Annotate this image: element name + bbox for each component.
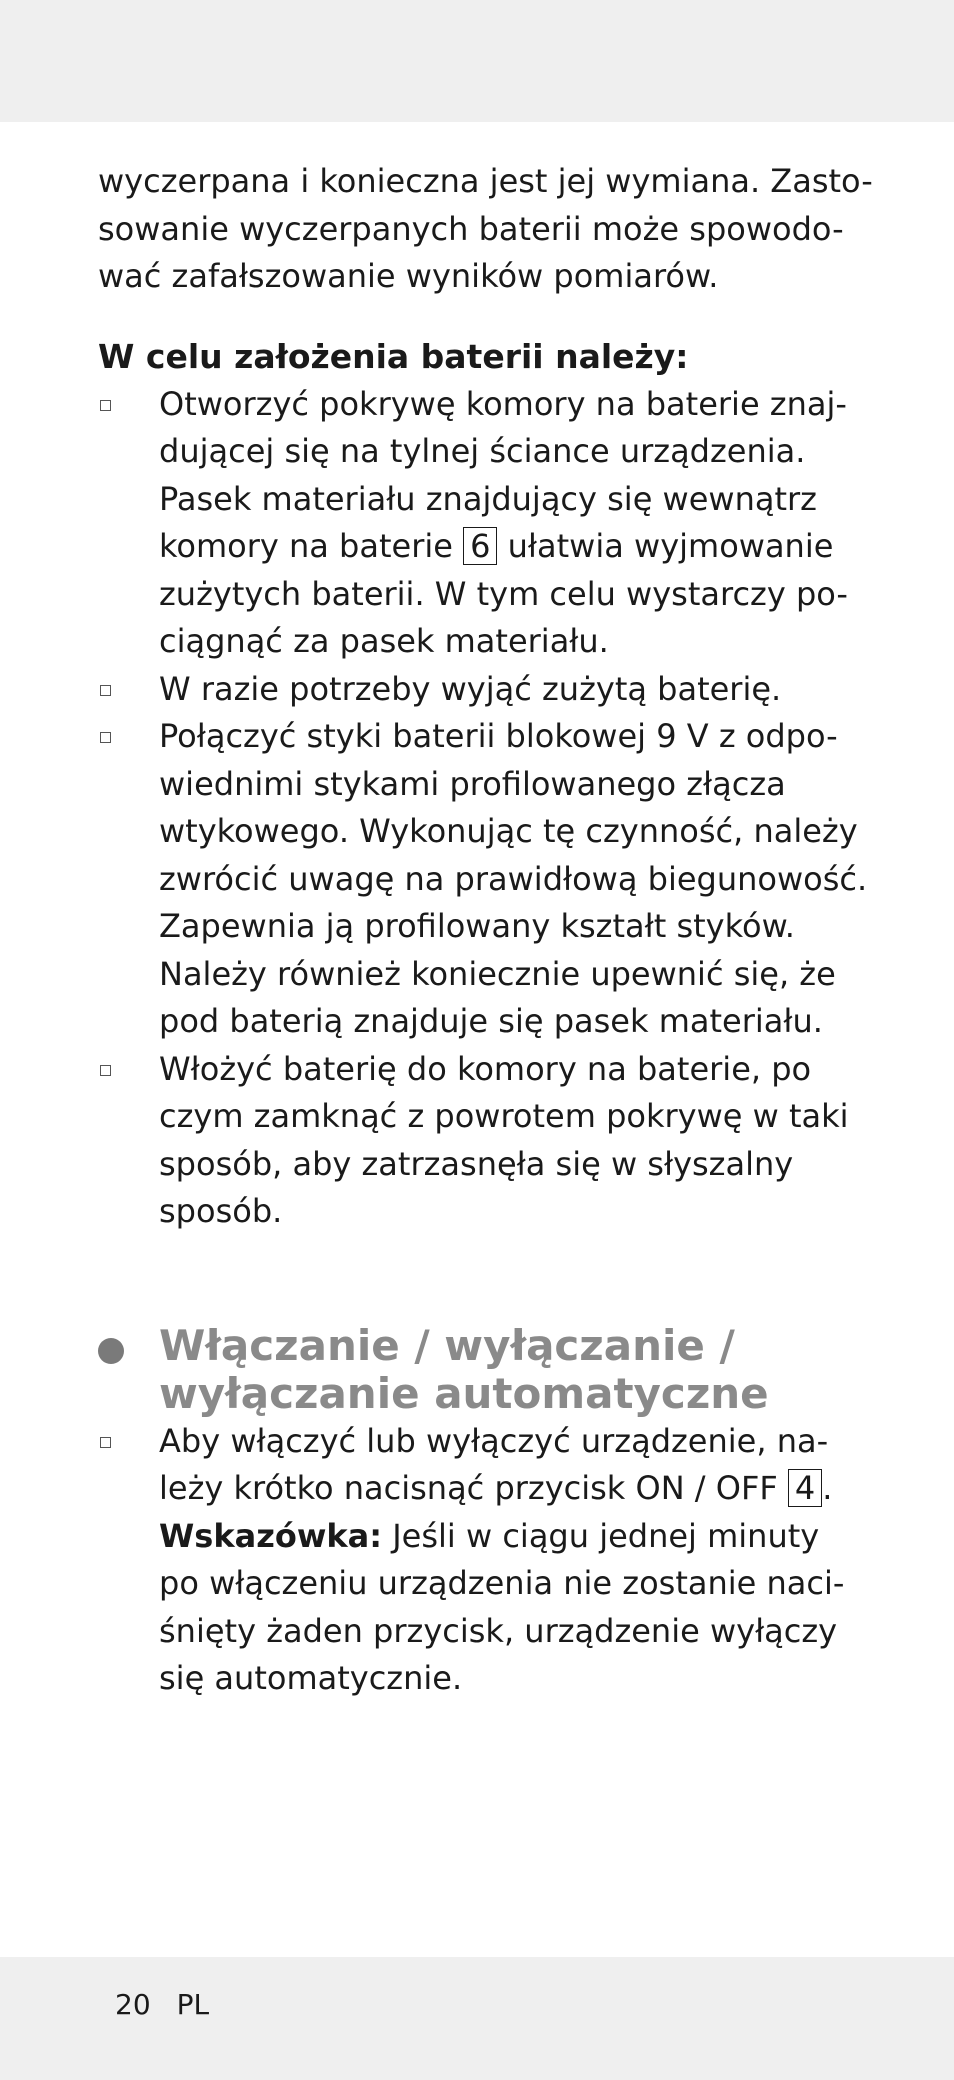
reference-number: 4: [788, 1469, 822, 1507]
square-bullet-icon: [100, 732, 111, 743]
section-heading: [98, 1322, 858, 1418]
language-code: PL: [176, 1988, 210, 2021]
header-band: [0, 0, 954, 122]
square-bullet-icon: [100, 685, 111, 696]
power-steps-list: [98, 1418, 858, 1703]
footer: [115, 1988, 235, 2021]
square-bullet-icon: [100, 400, 111, 411]
section-title: wyłączanie automatyczne: [159, 1368, 769, 1418]
battery-heading: W celu założenia baterii należy:: [98, 336, 689, 376]
text-line: wyczerpana i konieczna jest jej wymiana. Zasto-: [98, 162, 873, 200]
intro-paragraph: [98, 158, 873, 301]
list-item: Aby włączyć lub wyłączyć urządzenie, na- leży krótko nacisnąć przycisk ON / OFF 4 . Wskazówka: Jeśli w ciągu jednej minuty po włączeniu urządzenia nie zostanie naci- śnięty żaden przycisk, urządzenie wyłączy się automatycznie.: [98, 1418, 858, 1703]
list-item: W razie potrzeby wyjąć zużytą baterię.: [98, 666, 858, 714]
square-bullet-icon: [100, 1065, 111, 1076]
text-line: sowanie wyczerpanych baterii może spowodo-: [98, 209, 844, 248]
section-title: Włączanie / wyłączanie /: [159, 1320, 735, 1370]
section-bullet-icon: [98, 1338, 124, 1364]
list-item: Otworzyć pokrywę komory na baterie znaj- dującej się na tylnej ściance urządzenia. Pasek materiału znajdujący się wewnątrz komory na baterie 6 ułatwia wyjmowanie zużytych baterii. W tym celu wystarczy po- ciągnąć za pasek materiału.: [98, 381, 858, 666]
reference-number: 6: [463, 527, 497, 565]
battery-steps-list: [98, 381, 868, 1236]
list-item: Włożyć baterię do komory na baterie, po czym zamknąć z powrotem pokrywę w taki sposób, aby zatrzasnęła się w słyszalny sposób.: [98, 1046, 858, 1236]
list-item: Połączyć styki baterii blokowej 9 V z odpo- wiednimi stykami profilowanego złącza wtykowego. Wykonując tę czynność, należy zwrócić uwagę na prawidłową biegunowość. Zapewnia ją profilowany kształt styków. Należy również koniecznie upewnić się, że pod baterią znajduje się pasek materiału.: [98, 713, 858, 1046]
page-number: 20: [115, 1988, 151, 2021]
text-line: wać zafałszowanie wyników pomiarów.: [98, 257, 719, 295]
square-bullet-icon: [100, 1437, 111, 1448]
page-content: [98, 158, 873, 1703]
note-label: Wskazówka:: [159, 1516, 383, 1555]
